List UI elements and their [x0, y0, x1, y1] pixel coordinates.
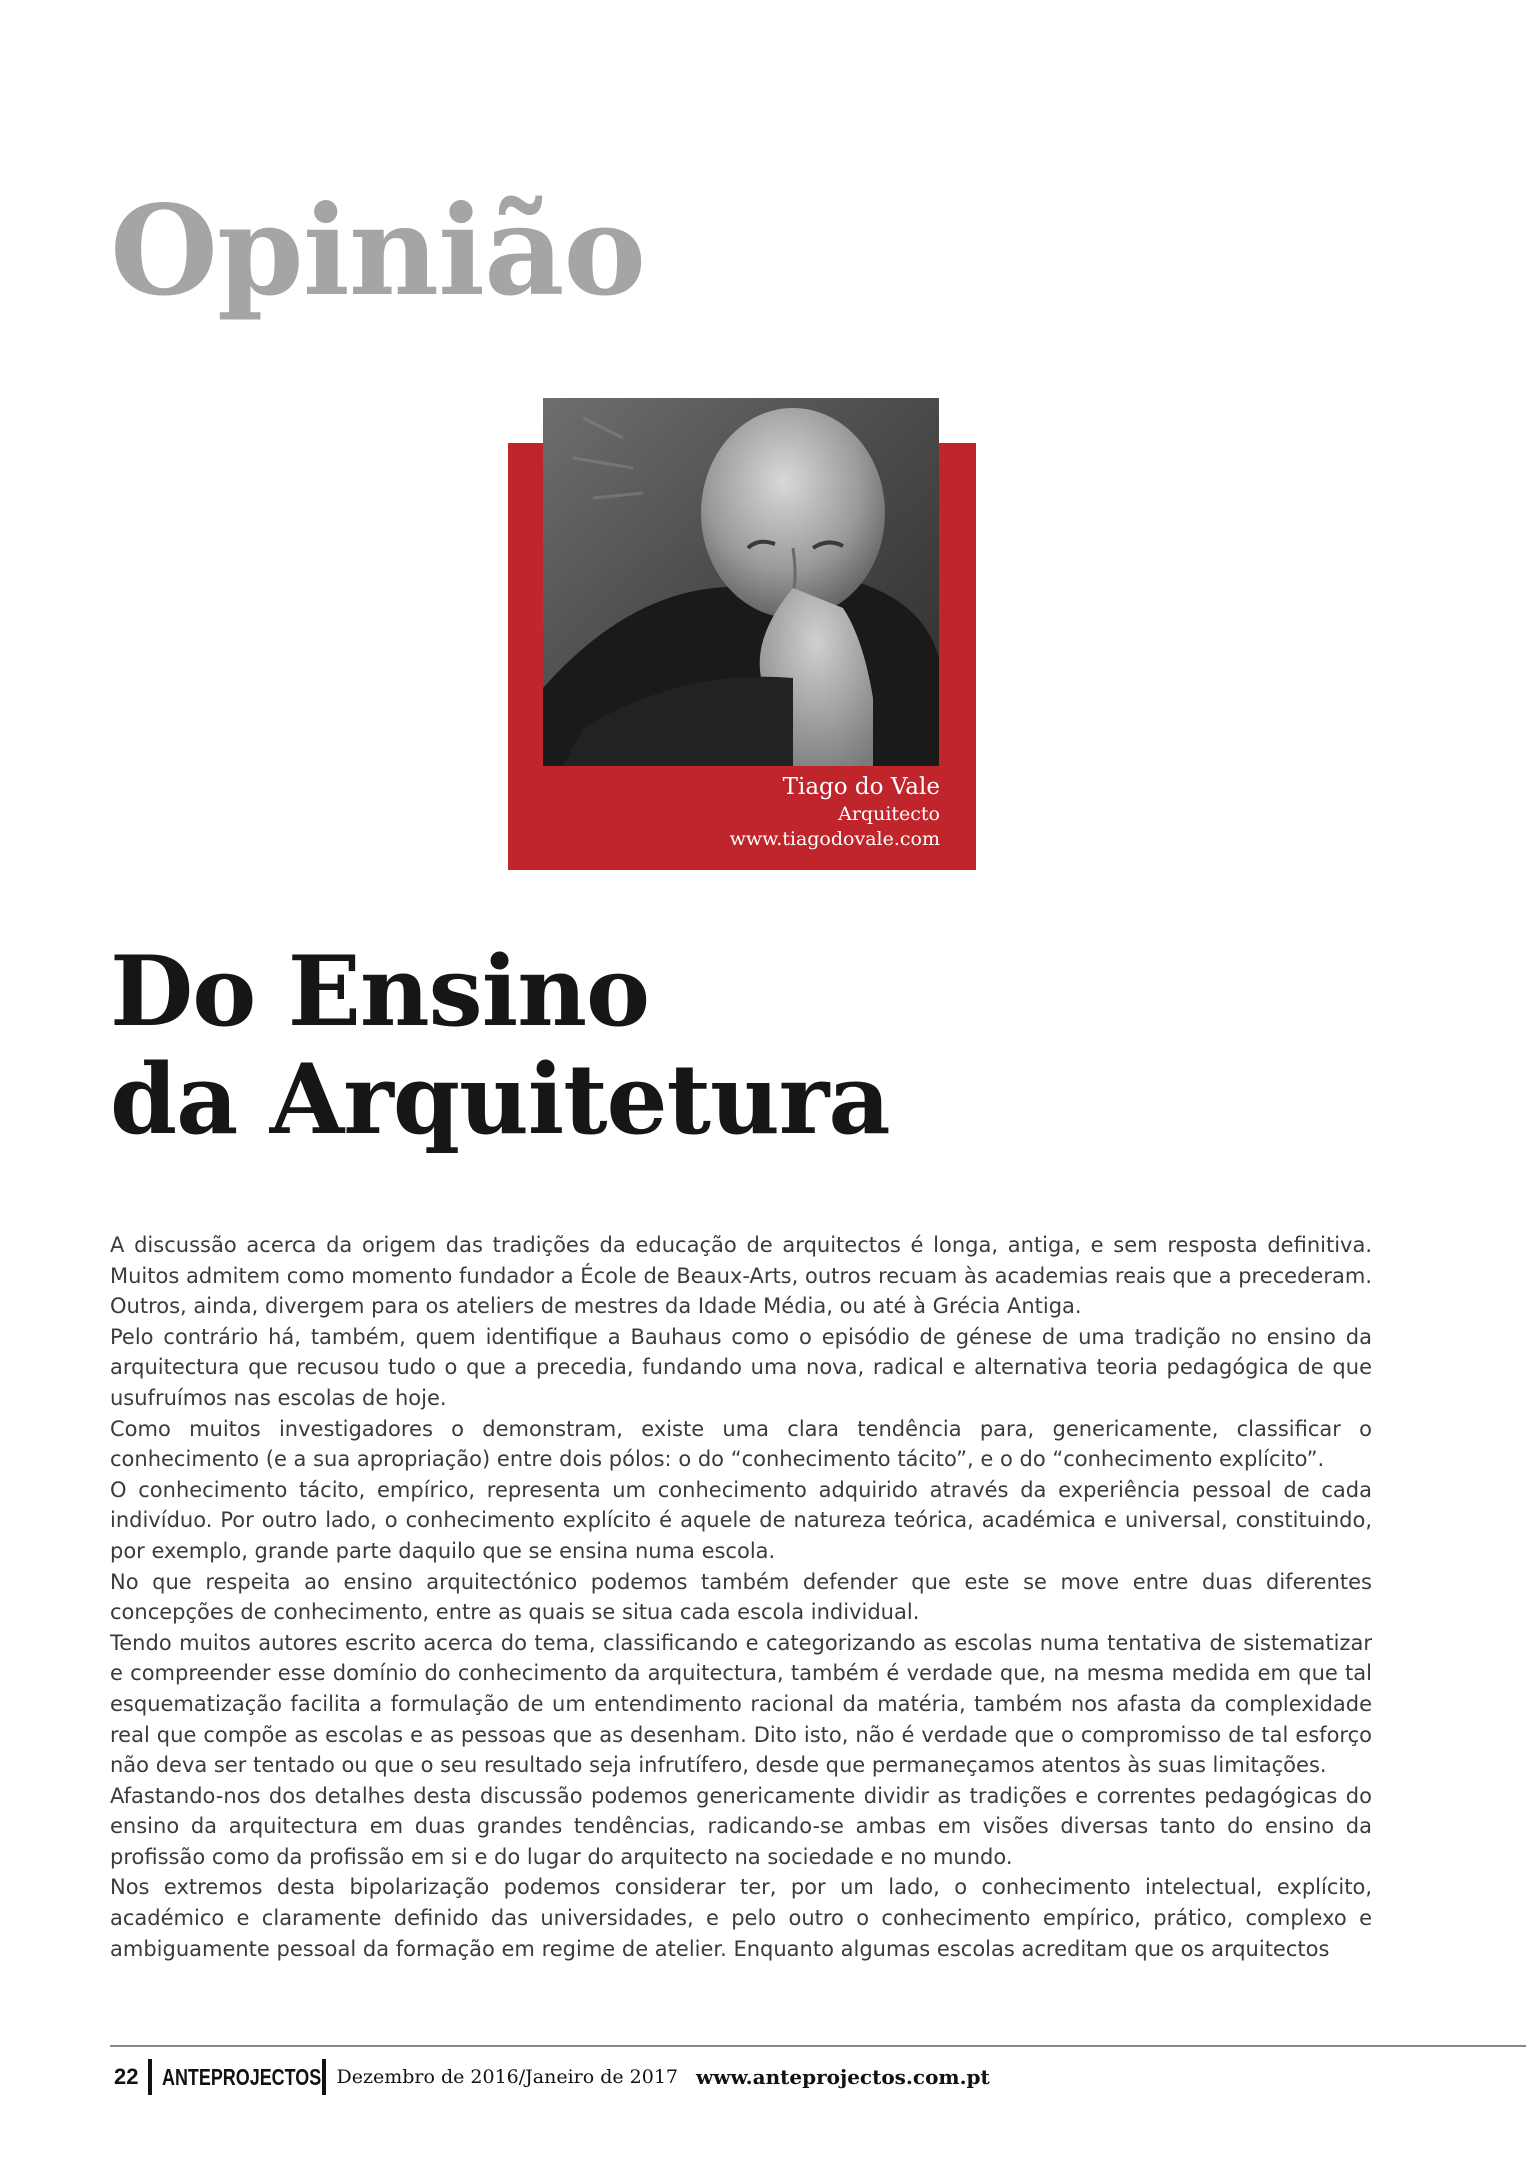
- paragraph: A discussão acerca da origem das tradições da educação de arquitectos é longa, antiga, e sem resposta definitiva. Muitos admitem como momento fundador a École de Beaux-Arts, outros recuam às academias reais que a precederam. Outros, ainda, divergem para os ateliers de mestres da Idade Média, ou até à Grécia Antiga.: [110, 1233, 1372, 1319]
- author-role: Arquitecto: [838, 803, 940, 825]
- paragraph: Tendo muitos autores escrito acerca do tema, classificando e categorizando as escolas numa tentativa de sistematizar e compreender esse domínio do conhecimento da arquitectura, também é verdade que, na mesma medida em que tal esquematização facilita a formulação de um entendimento racional da matéria, também nos afasta da complexidade real que compõe as escolas e as pessoas que as desenham. Dito isto, não é verdade que o compromisso de tal esforço não deva ser tentado ou que o seu resultado seja infrutífero, desde que permaneçamos atentos às suas limitações.: [110, 1630, 1372, 1778]
- author-website[interactable]: www.tiagodovale.com: [729, 828, 940, 850]
- article-headline: [110, 935, 890, 1156]
- paragraph: Afastando-nos dos detalhes desta discussão podemos genericamente dividir as tradições e correntes pedagógicas do ensino da arquitectura em duas grandes tendências, radicando-se ambas em visões diversas tanto do ensino da profissão como da profissão em si e do lugar do arquitecto na sociedade e no mundo.: [110, 1783, 1372, 1869]
- headline-line-2: da Arquitetura: [110, 1043, 890, 1156]
- page-number: 22: [114, 2064, 139, 2089]
- publication-website[interactable]: www.anteprojectos.com.pt: [696, 2065, 990, 2089]
- section-title: Opinião: [110, 179, 646, 324]
- paragraph: Como muitos investigadores o demonstram, existe uma clara tendência para, genericamente, classificar o conhecimento (e a sua apropriação) entre dois pólos: o do “conhecimento tácito”, e o do “conhecimento explícito”.: [110, 1416, 1372, 1472]
- issue-date: Dezembro de 2016/Janeiro de 2017: [336, 2066, 679, 2088]
- headline-line-1: Do Ensino: [110, 935, 650, 1048]
- footer-separator: [148, 2059, 152, 2095]
- article-body: [110, 1230, 1372, 1964]
- paragraph: O conhecimento tácito, empírico, representa um conhecimento adquirido através da experiência pessoal de cada indivíduo. Por outro lado, o conhecimento explícito é aquele de natureza teórica, académica e universal, constituindo, por exemplo, grande parte daquilo que se ensina numa escola.: [110, 1477, 1372, 1563]
- author-photo: [543, 398, 939, 766]
- paragraph: Nos extremos desta bipolarização podemos considerar ter, por um lado, o conhecimento intelectual, explícito, académico e claramente definido das universidades, e pelo outro o conhecimento empírico, prático, complexo e ambiguamente pessoal da formação em regime de atelier. Enquanto algumas escolas acreditam que os arquitectos: [110, 1875, 1372, 1961]
- paragraph: No que respeita ao ensino arquitectónico podemos também defender que este se move entre duas diferentes concepções de conhecimento, entre as quais se situa cada escola individual.: [110, 1569, 1372, 1625]
- footer-divider: [110, 2045, 1526, 2047]
- paragraph: Pelo contrário há, também, quem identifique a Bauhaus como o episódio de génese de uma tradição no ensino da arquitectura que recusou tudo o que a precedia, fundando uma nova, radical e alternativa teoria pedagógica de que usufruímos nas escolas de hoje.: [110, 1324, 1372, 1410]
- page-footer: [114, 2058, 1414, 2096]
- author-portrait-image: [543, 398, 939, 766]
- author-caption: [560, 772, 940, 852]
- footer-separator: [322, 2059, 326, 2095]
- author-name: Tiago do Vale: [782, 774, 940, 800]
- publication-name: ANTEPROJECTOS: [162, 2063, 322, 2090]
